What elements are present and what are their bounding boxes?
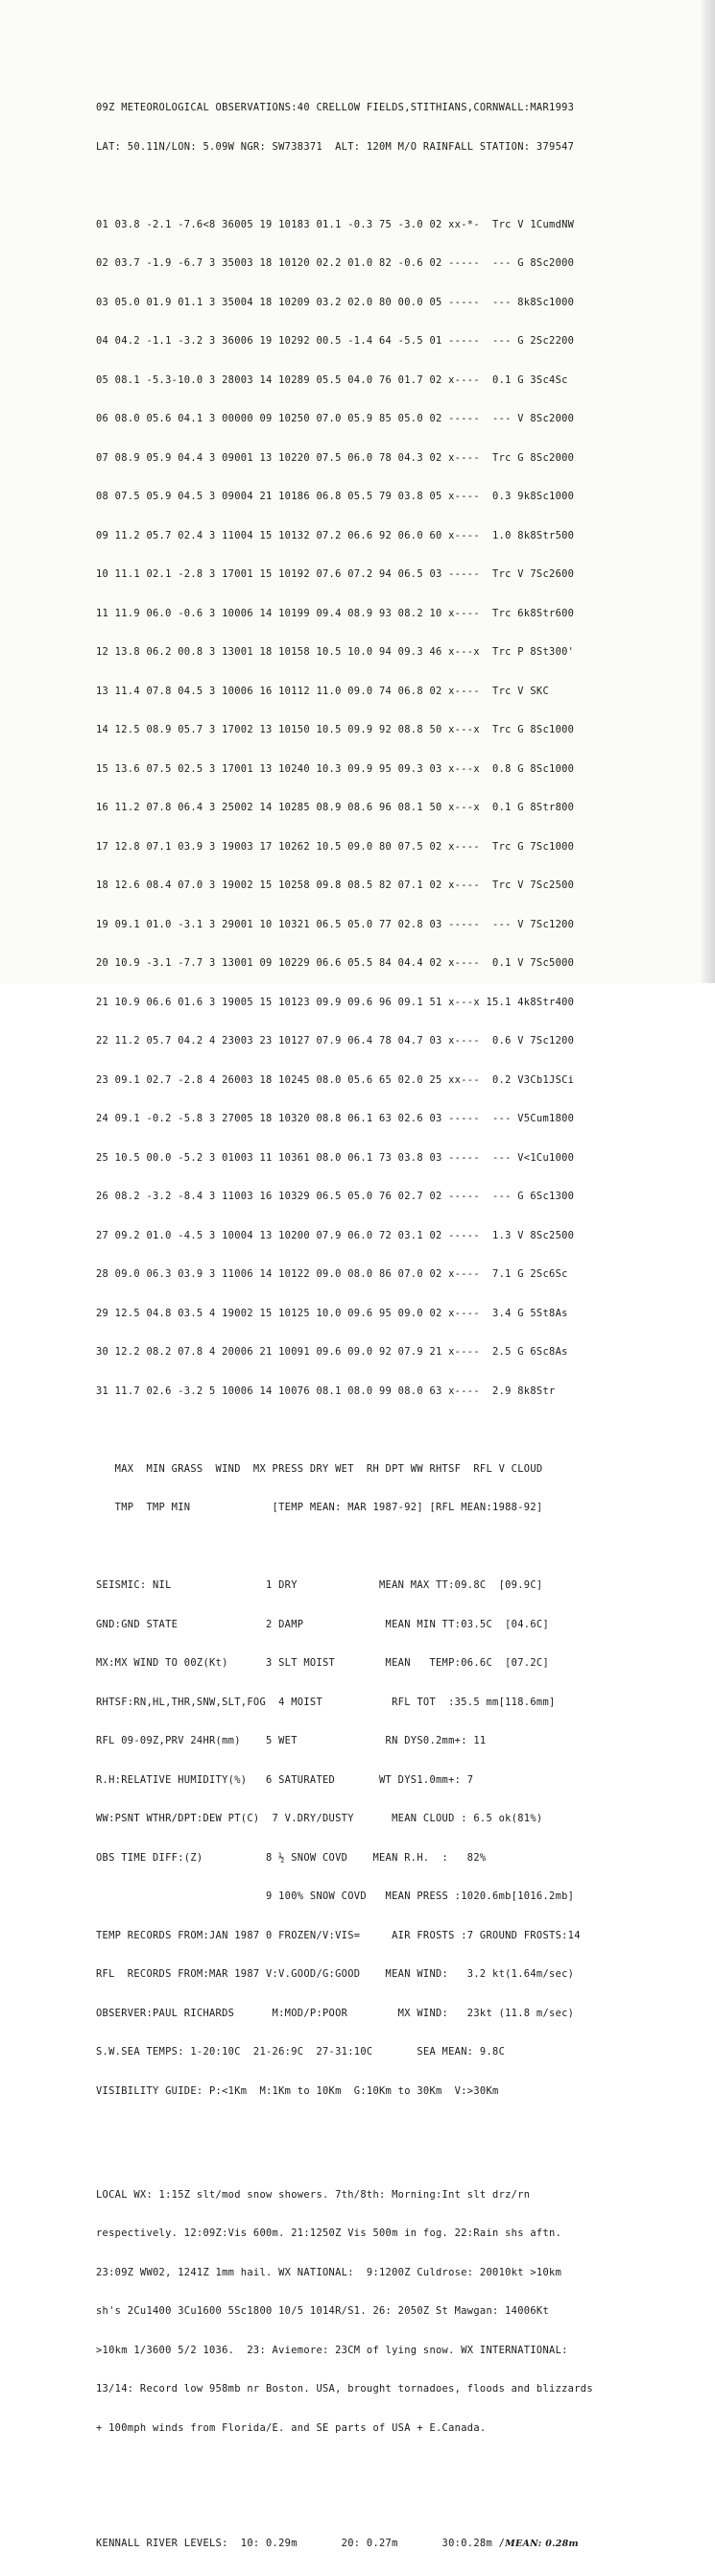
legend-line: SEISMIC: NIL 1 DRY MEAN MAX TT:09.8C [09.9C] (96, 1579, 543, 1591)
observation-row: 27 09.2 01.0 -4.5 3 10004 13 10200 07.9 06.0 72 03.1 02 ----- 1.3 V 8Sc2500 (96, 1229, 575, 1241)
legend-line: S.W.SEA TEMPS: 1-20:10C 21-26:9C 27-31:10C SEA MEAN: 9.8C (96, 2046, 506, 2058)
observation-row: 19 09.1 01.0 -3.1 3 29001 10 10321 06.5 05.0 77 02.8 03 ----- --- V 7Sc1200 (96, 918, 575, 930)
observation-row: 01 03.8 -2.1 -7.6<8 36005 19 10183 01.1 -0.3 75 -3.0 02 xx-*- Trc V 1CumdNW (96, 218, 575, 230)
handwritten-mean: MEAN: 0.28m (505, 2538, 579, 2549)
observation-row: 04 04.2 -1.1 -3.2 3 36006 19 10292 00.5 -1.4 64 -5.5 01 ----- --- G 2Sc2200 (96, 335, 575, 347)
legend-line: VISIBILITY GUIDE: P:<1Km M:1Km to 10Km G:10Km to 30Km V:>30Km (96, 2084, 499, 2097)
observation-row: 10 11.1 02.1 -2.8 3 17001 15 10192 07.6 07.2 94 06.5 03 ----- Trc V 7Sc2600 (96, 568, 575, 580)
weather-notes (96, 2163, 633, 2462)
observation-row: 15 13.6 07.5 02.5 3 17001 13 10240 10.3 09.9 95 09.3 03 x---x 0.8 G 8Sc1000 (96, 762, 575, 775)
observation-row: 12 13.8 06.2 00.8 3 13001 18 10158 10.5 10.0 94 09.3 46 x---x Trc P 8St300' (96, 646, 575, 658)
legend-line: R.H:RELATIVE HUMIDITY(%) 6 SATURATED WT DYS1.0mm+: 7 (96, 1773, 474, 1786)
observation-row: 21 10.9 06.6 01.6 3 19005 15 10123 09.9 09.6 96 09.1 51 x---x 15.1 4k8Str400 (96, 996, 575, 1008)
legend-line: RFL 09-09Z,PRV 24HR(mm) 5 WET RN DYS0.2mm+: 11 (96, 1735, 487, 1746)
document-text (96, 76, 633, 2576)
note-line: LOCAL WX: 1:15Z slt/mod snow showers. 7th/8th: Morning:Int slt drz/rn (96, 2188, 531, 2201)
observation-row: 30 12.2 08.2 07.8 4 20006 21 10091 09.6 09.0 92 07.9 21 x---- 2.5 G 6Sc8As (96, 1346, 568, 1358)
note-line: respectively. 12:09Z:Vis 600m. 21:1250Z Vis 500m in fog. 22:Rain shs aftn. (96, 2227, 562, 2239)
note-line: sh's 2Cu1400 3Cu1600 5Sc1800 10/5 1014R/S1. 26: 2050Z St Mawgan: 14006Kt (96, 2305, 550, 2317)
observation-row: 03 05.0 01.9 01.1 3 35004 18 10209 03.2 02.0 80 00.0 05 ----- --- 8k8Sc1000 (96, 296, 575, 308)
legend-line: OBSERVER:PAUL RICHARDS M:MOD/P:POOR MX WIND: 23kt (11.8 m/sec) (96, 2007, 575, 2019)
document-title: 09Z METEOROLOGICAL OBSERVATIONS:40 CRELLOW FIELDS,STITHIANS,CORNWALL:MAR1993 (96, 102, 575, 113)
observation-row: 26 08.2 -3.2 -8.4 3 11003 16 10329 06.5 05.0 76 02.7 02 ----- --- G 6Sc1300 (96, 1191, 575, 1202)
observation-row: 18 12.6 08.4 07.0 3 19002 15 10258 09.8 08.5 82 07.1 02 x---- Trc V 7Sc2500 (96, 879, 575, 891)
kennall-river-levels (96, 2538, 633, 2551)
observation-row: 06 08.0 05.6 04.1 3 00000 09 10250 07.0 05.9 85 05.0 02 ----- --- V 8Sc2000 (96, 413, 575, 424)
note-line: 13/14: Record low 958mb nr Boston. USA, brought tornadoes, floods and blizzards (96, 2383, 593, 2395)
observation-row: 28 09.0 06.3 03.9 3 11006 14 10122 09.0 08.0 86 07.0 02 x---- 7.1 G 2Sc6Sc (96, 1268, 568, 1280)
legend-line: MX:MX WIND TO 00Z(Kt) 3 SLT MOIST MEAN TEMP:06.6C [07.2C] (96, 1657, 550, 1669)
observation-row: 16 11.2 07.8 06.4 3 25002 14 10285 08.9 08.6 96 08.1 50 x---x 0.1 G 8Str800 (96, 802, 575, 813)
column-header: TMP TMP MIN [TEMP MEAN: MAR 1987-92] [RFL MEAN:1988-92] (96, 1502, 543, 1513)
page-edge-shadow (702, 0, 715, 983)
observation-row: 02 03.7 -1.9 -6.7 3 35003 18 10120 02.2 01.0 82 -0.6 02 ----- --- G 8Sc2000 (96, 257, 575, 269)
observation-row: 08 07.5 05.9 04.5 3 09004 21 10186 06.8 05.5 79 03.8 05 x---- 0.3 9k8Sc1000 (96, 491, 575, 502)
observation-row: 09 11.2 05.7 02.4 3 11004 15 10132 07.2 06.6 92 06.0 60 x---- 1.0 8k8Str500 (96, 529, 575, 542)
note-line: + 100mph winds from Florida/E. and SE parts of USA + E.Canada. (96, 2421, 487, 2434)
legend-line: WW:PSNT WTHR/DPT:DEW PT(C) 7 V.DRY/DUSTY MEAN CLOUD : 6.5 ok(81%) (96, 1813, 543, 1824)
kennall-levels-text: KENNALL RIVER LEVELS: 10: 0.29m 20: 0.27m 30:0.28m / (96, 2537, 506, 2549)
observation-row: 20 10.9 -3.1 -7.7 3 13001 09 10229 06.6 05.5 84 04.4 02 x---- 0.1 V 7Sc5000 (96, 957, 575, 969)
legend-line: RHTSF:RN,HL,THR,SNW,SLT,FOG 4 MOIST RFL TOT :35.5 mm[118.6mm] (96, 1696, 556, 1708)
legend-line: RFL RECORDS FROM:MAR 1987 V:V.GOOD/G:GOOD MEAN WIND: 3.2 kt(1.64m/sec) (96, 1968, 575, 1980)
observation-row: 24 09.1 -0.2 -5.8 3 27005 18 10320 08.8 06.1 63 02.6 03 ----- --- V5Cum1800 (96, 1113, 575, 1124)
observation-row: 17 12.8 07.1 03.9 3 19003 17 10262 10.5 09.0 80 07.5 02 x---- Trc G 7Sc1000 (96, 840, 575, 853)
legend-and-summary (96, 1553, 633, 2124)
observation-row: 13 11.4 07.8 04.5 3 10006 16 10112 11.0 09.0 74 06.8 02 x---- Trc V SKC (96, 685, 550, 697)
legend-line: OBS TIME DIFF:(Z) 8 ½ SNOW COVD MEAN R.H. : 82% (96, 1851, 487, 1864)
note-line: >10km 1/3600 5/2 1036. 23: Aviemore: 23CM of lying snow. WX INTERNATIONAL: (96, 2344, 568, 2356)
observation-row: 14 12.5 08.9 05.7 3 17002 13 10150 10.5 09.9 92 08.8 50 x---x Trc G 8Sc1000 (96, 724, 575, 735)
observation-row: 23 09.1 02.7 -2.8 4 26003 18 10245 08.0 05.6 65 02.0 25 xx--- 0.2 V3Cb1JSCi (96, 1073, 575, 1086)
spacer (96, 2500, 633, 2508)
legend-line: GND:GND STATE 2 DAMP MEAN MIN TT:03.5C [04.6C] (96, 1618, 550, 1630)
observation-row: 22 11.2 05.7 04.2 4 23003 23 10127 07.9 06.4 78 04.7 03 x---- 0.6 V 7Sc1200 (96, 1035, 575, 1047)
legend-line: TEMP RECORDS FROM:JAN 1987 0 FROZEN/V:VIS= AIR FROSTS :7 GROUND FROSTS:14 (96, 1929, 581, 1941)
observation-row: 05 08.1 -5.3-10.0 3 28003 14 10289 05.5 04.0 76 01.7 02 x---- 0.1 G 3Sc4Sc (96, 373, 568, 386)
observation-row: 29 12.5 04.8 03.5 4 19002 15 10125 10.0 09.6 95 09.0 02 x---- 3.4 G 5St8As (96, 1307, 568, 1319)
note-line: 23:09Z WW02, 1241Z 1mm hail. WX NATIONAL: 9:1200Z Culdrose: 20010kt >10km (96, 2266, 562, 2278)
station-location: LAT: 50.11N/LON: 5.09W NGR: SW738371 ALT: 120M M/O RAINFALL STATION: 379547 (96, 140, 575, 153)
observations-table (96, 193, 633, 1425)
observation-row: 25 10.5 00.0 -5.2 3 01003 11 10361 08.0 06.1 73 03.8 03 ----- --- V<1Cu1000 (96, 1151, 575, 1164)
legend-line: 9 100% SNOW COVD MEAN PRESS :1020.6mb[1016.2mb] (96, 1890, 575, 1902)
observation-row: 31 11.7 02.6 -3.2 5 10006 14 10076 08.1 08.0 99 08.0 63 x---- 2.9 8k8Str (96, 1384, 556, 1397)
observation-row: 07 08.9 05.9 04.4 3 09001 13 10220 07.5 06.0 78 04.3 02 x---- Trc G 8Sc2000 (96, 451, 575, 464)
observation-row: 11 11.9 06.0 -0.6 3 10006 14 10199 09.4 08.9 93 08.2 10 x---- Trc 6k8Str600 (96, 607, 575, 619)
column-header: MAX MIN GRASS WIND MX PRESS DRY WET RH DPT WW RHTSF RFL V CLOUD (96, 1462, 543, 1475)
